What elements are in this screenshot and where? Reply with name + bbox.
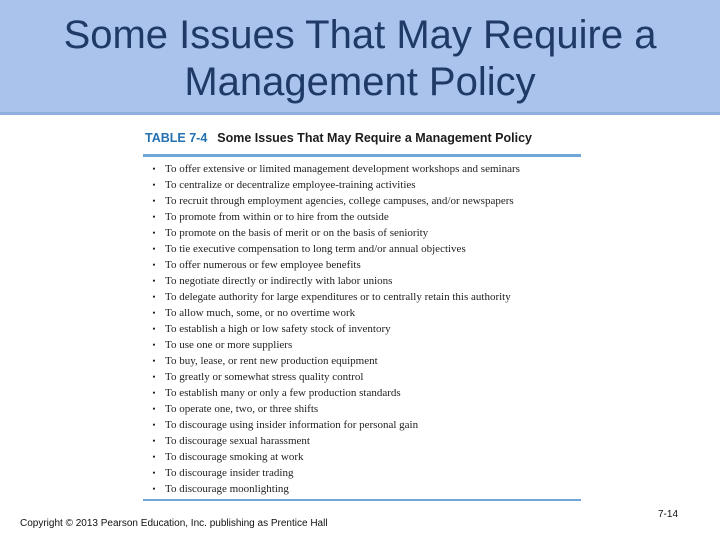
list-item bbox=[143, 433, 581, 449]
bullet-icon: • bbox=[152, 276, 156, 286]
list-item-text: To delegate authority for large expenditures or to centrally retain this authority bbox=[165, 291, 511, 303]
list-item-text: To operate one, two, or three shifts bbox=[165, 403, 319, 415]
list-item bbox=[143, 401, 581, 417]
list-item bbox=[143, 417, 581, 433]
list-item bbox=[143, 257, 581, 273]
title-band bbox=[0, 0, 720, 115]
list-item bbox=[143, 369, 581, 385]
list-item-text: To discourage insider trading bbox=[165, 467, 294, 479]
bullet-icon: • bbox=[152, 292, 156, 302]
list-item-text: To discourage smoking at work bbox=[165, 451, 304, 463]
table-caption: Some Issues That May Require a Management Policy bbox=[217, 131, 532, 145]
bullet-icon: • bbox=[152, 372, 156, 382]
list-item bbox=[143, 481, 581, 497]
list-item-text: To use one or more suppliers bbox=[165, 339, 293, 351]
bullet-icon: • bbox=[152, 212, 156, 222]
bullet-icon: • bbox=[152, 436, 156, 446]
list-item bbox=[143, 321, 581, 337]
list-item bbox=[143, 161, 581, 177]
list-item bbox=[143, 337, 581, 353]
bullet-icon: • bbox=[152, 244, 156, 254]
list-item bbox=[143, 449, 581, 465]
list-item-text: To offer extensive or limited management development workshops and seminars bbox=[165, 163, 520, 175]
bullet-icon: • bbox=[152, 484, 156, 494]
slide-title bbox=[20, 12, 700, 106]
bullet-icon: • bbox=[152, 468, 156, 478]
bullet-icon: • bbox=[152, 340, 156, 350]
header-rule bbox=[143, 154, 581, 157]
list-item-text: To promote from within or to hire from the outside bbox=[165, 211, 389, 223]
list-item bbox=[143, 465, 581, 481]
table-header bbox=[143, 131, 581, 153]
table-number: TABLE 7-4 bbox=[145, 131, 208, 145]
bottom-rule bbox=[143, 499, 581, 501]
bullet-icon: • bbox=[152, 356, 156, 366]
list-item-text: To greatly or somewhat stress quality control bbox=[165, 371, 364, 383]
list-item-text: To discourage using insider information for personal gain bbox=[165, 419, 419, 431]
list-item-text: To recruit through employment agencies, college campuses, and/or newspapers bbox=[165, 195, 514, 207]
list-item-text: To buy, lease, or rent new production equipment bbox=[165, 355, 378, 367]
list-item bbox=[143, 241, 581, 257]
list-item bbox=[143, 193, 581, 209]
list-item bbox=[143, 177, 581, 193]
bullet-icon: • bbox=[152, 228, 156, 238]
slide-title-line2: Management Policy bbox=[184, 60, 536, 104]
bullet-icon: • bbox=[152, 404, 156, 414]
list-item-text: To offer numerous or few employee benefits bbox=[165, 259, 361, 271]
list-item-text: To promote on the basis of merit or on the basis of seniority bbox=[165, 227, 429, 239]
list-item bbox=[143, 385, 581, 401]
copyright-notice: Copyright © 2013 Pearson Education, Inc. publishing as Prentice Hall bbox=[20, 518, 328, 529]
bullet-icon: • bbox=[152, 324, 156, 334]
list-item bbox=[143, 225, 581, 241]
list-item-text: To establish many or only a few production standards bbox=[165, 387, 401, 399]
bullet-icon: • bbox=[152, 260, 156, 270]
list-item bbox=[143, 289, 581, 305]
bullet-icon: • bbox=[152, 308, 156, 318]
list-item-text: To centralize or decentralize employee-training activities bbox=[165, 179, 416, 191]
issue-list bbox=[143, 161, 581, 497]
list-item bbox=[143, 273, 581, 289]
slide-title-line1: Some Issues That May Require a bbox=[63, 13, 657, 57]
list-item-text: To negotiate directly or indirectly with labor unions bbox=[165, 275, 393, 287]
slide-number: 7-14 bbox=[657, 509, 678, 520]
bullet-icon: • bbox=[152, 452, 156, 462]
list-item bbox=[143, 305, 581, 321]
bullet-icon: • bbox=[152, 164, 156, 174]
list-item-text: To discourage moonlighting bbox=[165, 483, 289, 495]
list-item-text: To tie executive compensation to long term and/or annual objectives bbox=[165, 243, 466, 255]
bullet-icon: • bbox=[152, 196, 156, 206]
list-item bbox=[143, 353, 581, 369]
list-item bbox=[143, 209, 581, 225]
list-item-text: To discourage sexual harassment bbox=[165, 435, 310, 447]
bullet-icon: • bbox=[152, 388, 156, 398]
bullet-icon: • bbox=[152, 180, 156, 190]
policy-table bbox=[143, 131, 581, 497]
bullet-icon: • bbox=[152, 420, 156, 430]
list-item-text: To allow much, some, or no overtime work bbox=[165, 307, 356, 319]
list-item-text: To establish a high or low safety stock of inventory bbox=[165, 323, 391, 335]
